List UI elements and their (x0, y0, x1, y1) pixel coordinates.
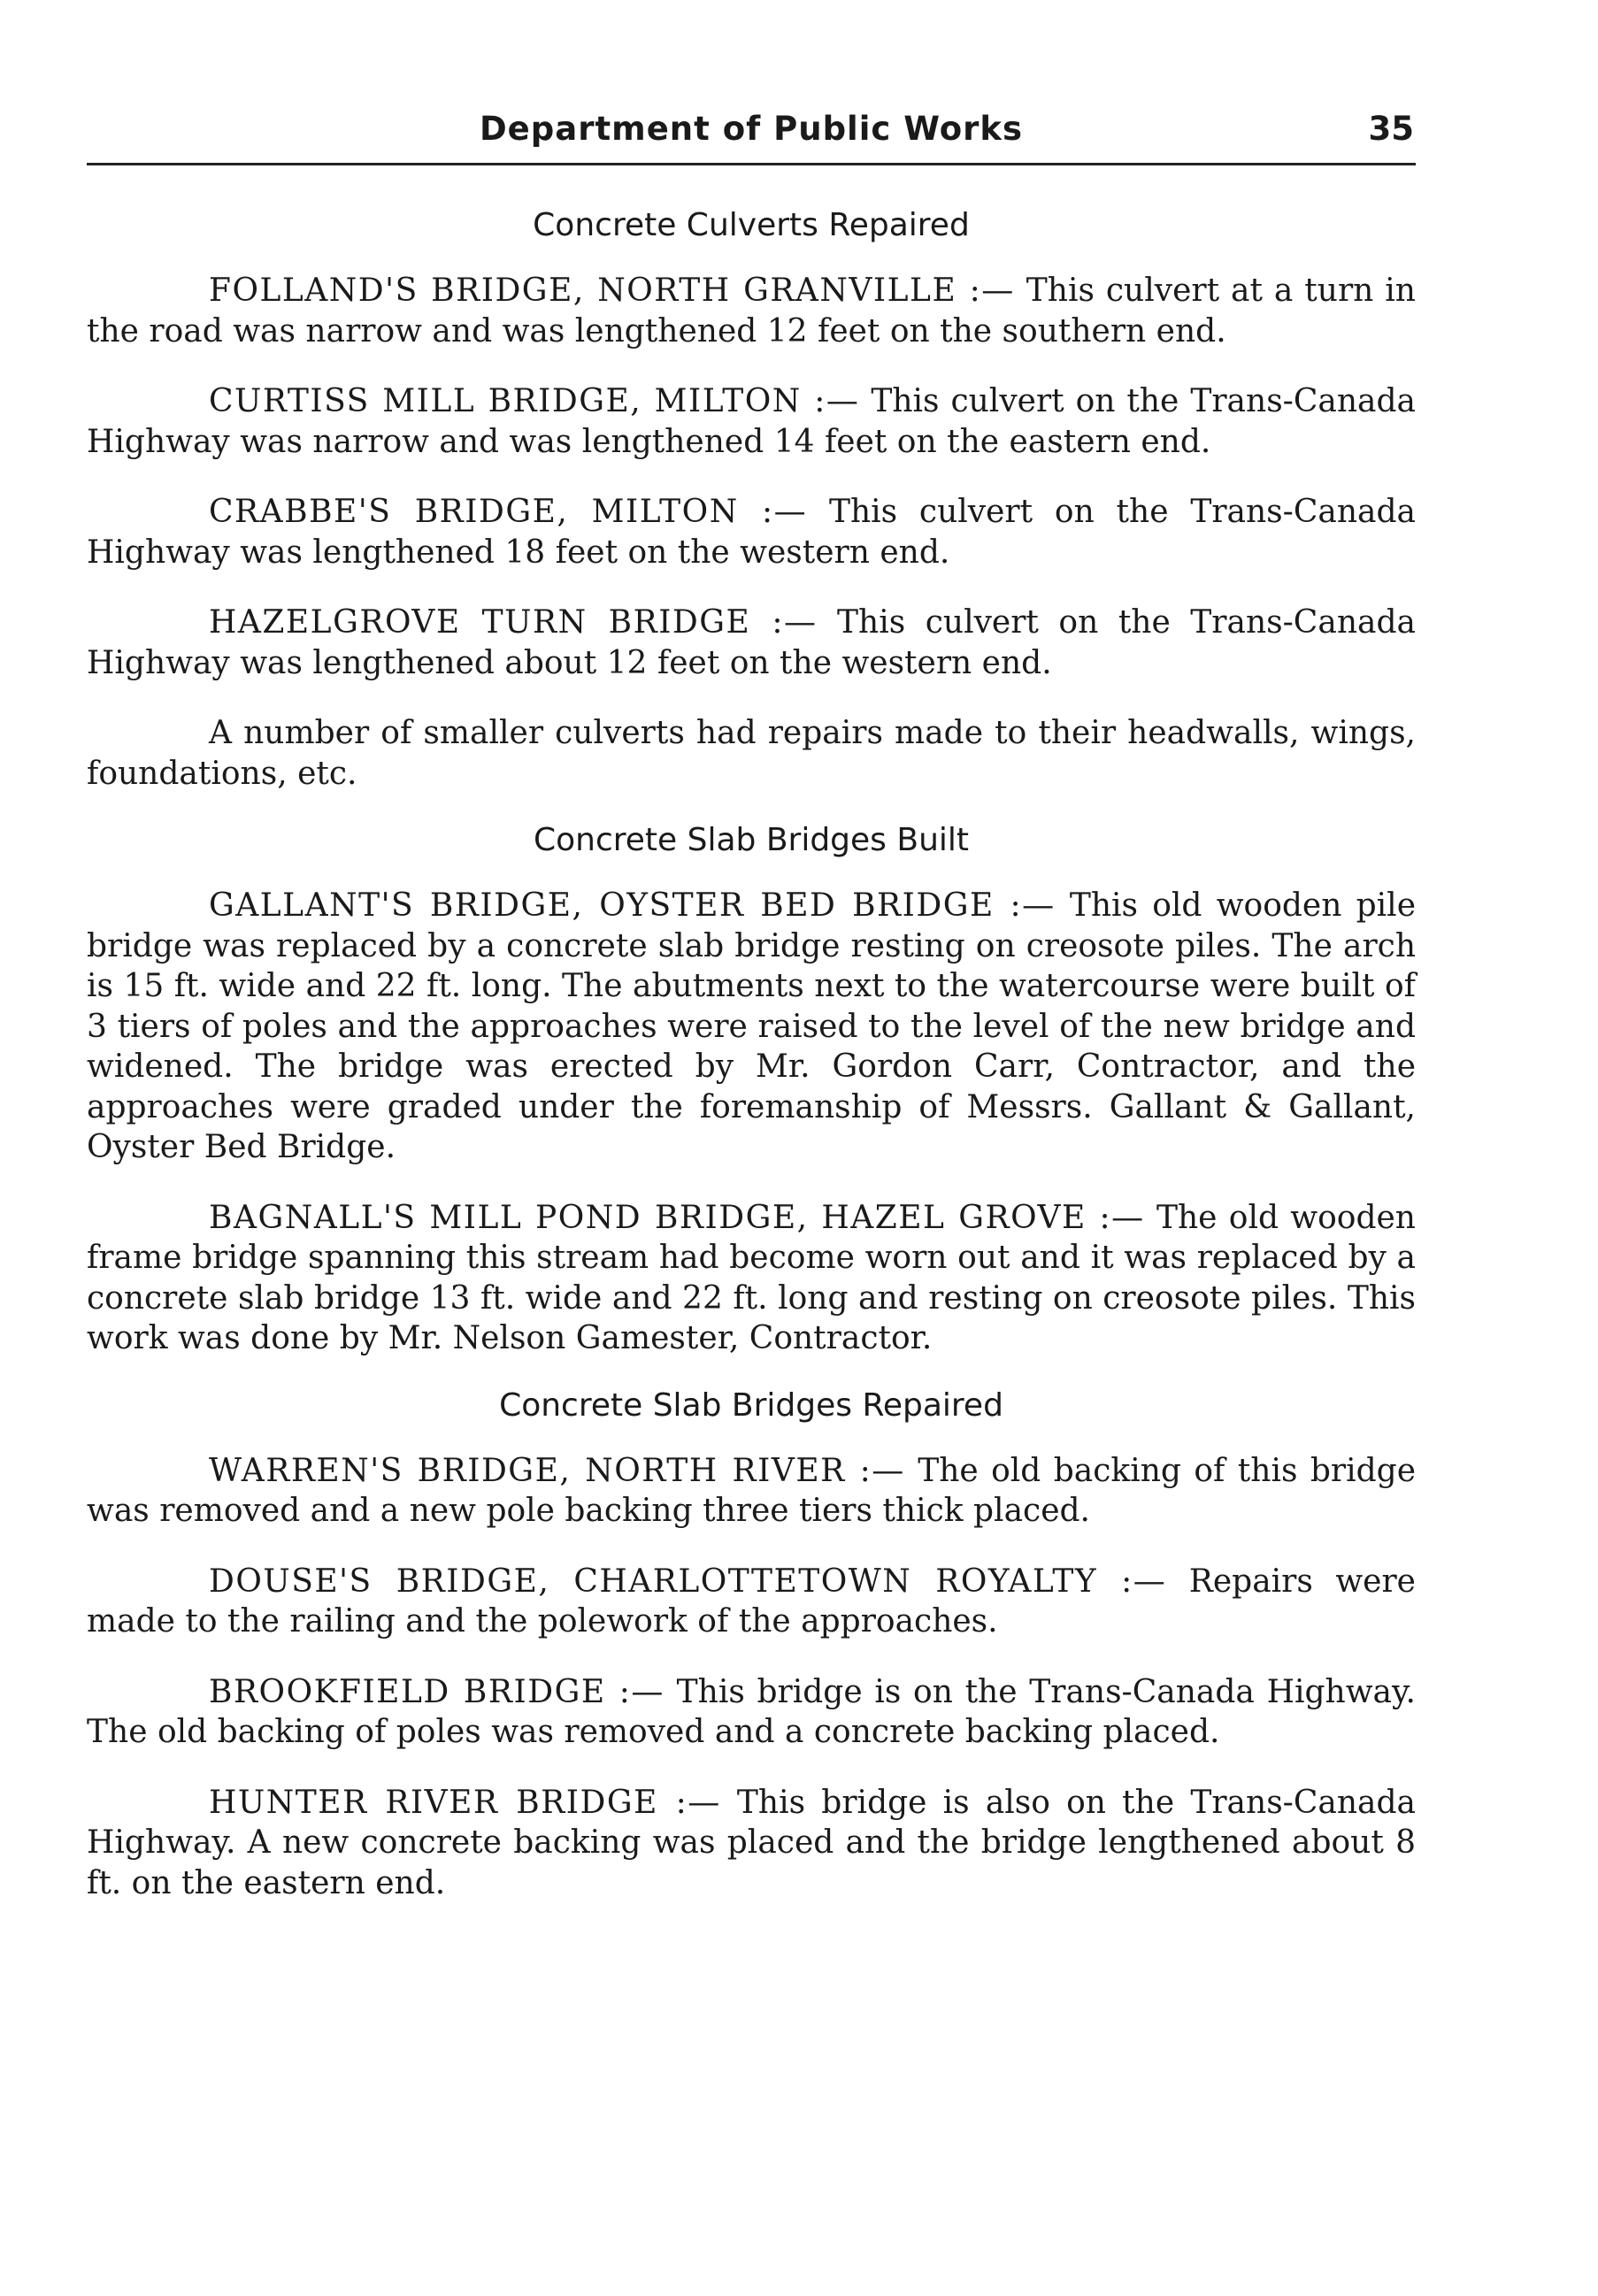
entry-douses-bridge (87, 1562, 1416, 1642)
entry-follands-bridge (87, 271, 1416, 351)
entry-gallants-bridge (87, 886, 1416, 1168)
page-content (87, 205, 1416, 1933)
entry-bagnalls-mill-pond-bridge (87, 1198, 1416, 1359)
entry-text: The old wooden frame bridge spanning this stream had become worn out and it was replaced by a concrete slab bridge 13 ft. wide and 22 ft. long and resting on creosote piles. This work was done by Mr. Nelson Gamester, Contractor. (87, 1199, 1416, 1356)
section-concrete-slab-bridges-built (87, 820, 1416, 1359)
entry-warrens-bridge (87, 1451, 1416, 1532)
entry-name: CURTISS MILL BRIDGE, MILTON :— (209, 383, 860, 419)
section-heading: Concrete Slab Bridges Built (533, 822, 970, 858)
entry-text: This bridge is also on the Trans-Canada Highway. A new concrete backing was placed and the bridge lengthened about 8 ft. on the eastern end. (87, 1784, 1417, 1901)
header-title: Department of Public Works (479, 110, 1024, 148)
section-heading: Concrete Culverts Repaired (533, 207, 970, 243)
entry-curtiss-mill-bridge (87, 381, 1416, 462)
entry-crabbes-bridge (87, 492, 1416, 572)
entry-brookfield-bridge (87, 1672, 1416, 1753)
entry-smaller-culverts (87, 713, 1416, 794)
entry-hazelgrove-turn-bridge (87, 603, 1416, 683)
entry-name: WARREN'S BRIDGE, NORTH RIVER :— (209, 1452, 905, 1489)
entry-hunter-river-bridge (87, 1783, 1416, 1904)
entry-name: FOLLAND'S BRIDGE, NORTH GRANVILLE :— (209, 273, 1015, 309)
entry-text: This culvert on the Trans-Canada Highway was lengthened 18 feet on the western end. (87, 494, 1416, 571)
entry-text: The old backing of this bridge was removed and a new pole backing three tiers thick placed. (87, 1452, 1417, 1529)
entry-text: This bridge is on the Trans-Canada Highway. The old backing of poles was removed and a concrete backing placed. (87, 1673, 1416, 1750)
entry-name: HUNTER RIVER BRIDGE :— (209, 1784, 721, 1821)
entry-text: This culvert on the Trans-Canada Highway was lengthened about 12 feet on the western end. (87, 604, 1416, 681)
entry-name: BROOKFIELD BRIDGE :— (209, 1673, 665, 1710)
entry-text: This culvert on the Trans-Canada Highway was narrow and was lengthened 14 feet on the eastern end. (87, 383, 1416, 460)
section-concrete-culverts-repaired (87, 205, 1416, 794)
entry-name: DOUSE'S BRIDGE, CHARLOTTETOWN ROYALTY :— (209, 1563, 1167, 1600)
header-rule (87, 163, 1416, 165)
entry-text: This old wooden pile bridge was replaced by a concrete slab bridge resting on creosote piles. The arch is 15 ft. wide and 22 ft. long. The abutments next to the watercourse were built of 3 tiers of poles and the approaches were raised to the level of the new bridge and widened. The bridge was erected by Mr. Gordon Carr, Contractor, and the approaches were graded under the foremanship of Messrs. Gallant & Gallant, Oyster Bed Bridge. (87, 887, 1416, 1165)
entry-name: BAGNALL'S MILL POND BRIDGE, HAZEL GROVE :— (209, 1199, 1145, 1236)
section-concrete-slab-bridges-repaired (87, 1386, 1416, 1904)
entry-text: A number of smaller culverts had repairs made to their headwalls, wings, foundations, etc. (87, 715, 1416, 792)
entry-text: Repairs were made to the railing and the polework of the approaches. (87, 1563, 1416, 1639)
entry-name: GALLANT'S BRIDGE, OYSTER BED BRIDGE :— (209, 887, 1056, 924)
entry-name: CRABBE'S BRIDGE, MILTON :— (209, 494, 808, 530)
running-header (87, 110, 1416, 163)
page-number: 35 (1368, 110, 1414, 148)
entry-text: This culvert at a turn in the road was narrow and was lengthened 12 feet on the southern end. (87, 273, 1416, 349)
section-heading: Concrete Slab Bridges Repaired (499, 1386, 1003, 1424)
entry-name: HAZELGROVE TURN BRIDGE :— (209, 604, 818, 641)
